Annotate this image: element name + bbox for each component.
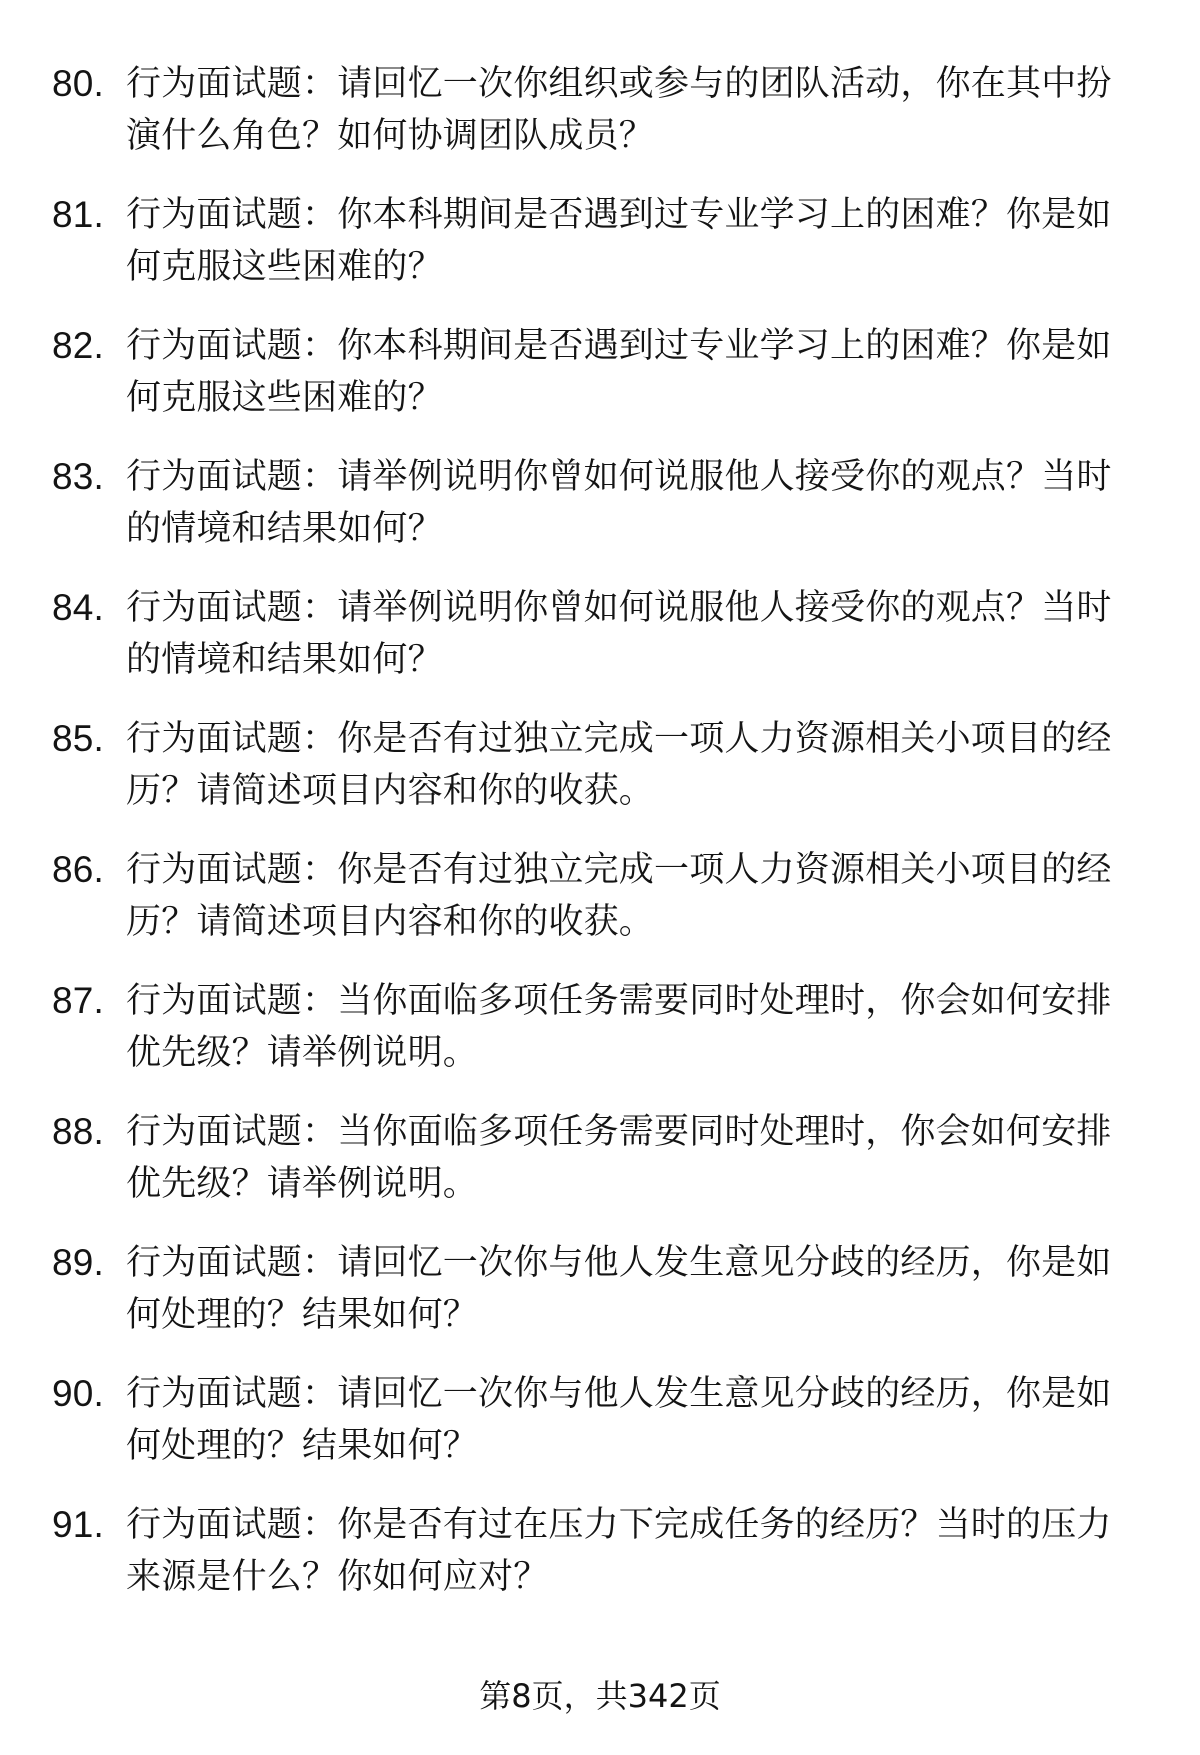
question-number: 80. (52, 63, 105, 104)
page-footer: 第8页，共342页 (479, 1677, 721, 1715)
question-number: 82. (52, 325, 105, 366)
list-item (52, 1368, 1148, 1499)
list-item (52, 1237, 1148, 1368)
list-item (52, 582, 1148, 713)
question-number: 81. (52, 194, 105, 235)
question-number: 87. (52, 980, 105, 1021)
list-item (52, 320, 1148, 451)
question-number: 90. (52, 1373, 105, 1414)
question-text: 行为面试题：你本科期间是否遇到过专业学习上的困难？你是如何克服这些困难的？ (126, 195, 1112, 287)
question-number: 88. (52, 1111, 105, 1152)
question-text: 行为面试题：你是否有过独立完成一项人力资源相关小项目的经历？请简述项目内容和你的收获。 (126, 850, 1112, 942)
question-text: 行为面试题：请回忆一次你组织或参与的团队活动，你在其中扮演什么角色？如何协调团队成员？ (126, 64, 1112, 156)
question-text: 行为面试题：请回忆一次你与他人发生意见分歧的经历，你是如何处理的？结果如何？ (126, 1374, 1112, 1466)
question-text: 行为面试题：请举例说明你曾如何说服他人接受你的观点？当时的情境和结果如何？ (126, 457, 1112, 549)
list-item (52, 713, 1148, 844)
question-text: 行为面试题：你是否有过在压力下完成任务的经历？当时的压力来源是什么？你如何应对？ (126, 1505, 1112, 1597)
list-item (52, 975, 1148, 1106)
question-text: 行为面试题：请举例说明你曾如何说服他人接受你的观点？当时的情境和结果如何？ (126, 588, 1112, 680)
question-text: 行为面试题：当你面临多项任务需要同时处理时，你会如何安排优先级？请举例说明。 (126, 1112, 1112, 1204)
question-text: 行为面试题：请回忆一次你与他人发生意见分歧的经历，你是如何处理的？结果如何？ (126, 1243, 1112, 1335)
question-text: 行为面试题：当你面临多项任务需要同时处理时，你会如何安排优先级？请举例说明。 (126, 981, 1112, 1073)
list-item (52, 844, 1148, 975)
question-text: 行为面试题：你是否有过独立完成一项人力资源相关小项目的经历？请简述项目内容和你的收获。 (126, 719, 1112, 811)
list-item (52, 189, 1148, 320)
question-number: 84. (52, 587, 105, 628)
question-number: 85. (52, 718, 105, 759)
question-number: 89. (52, 1242, 105, 1283)
question-number: 91. (52, 1504, 105, 1545)
question-list (52, 58, 1148, 1630)
list-item (52, 1106, 1148, 1237)
question-number: 86. (52, 849, 105, 890)
list-item (52, 1499, 1148, 1630)
list-item (52, 451, 1148, 582)
question-text: 行为面试题：你本科期间是否遇到过专业学习上的困难？你是如何克服这些困难的？ (126, 326, 1112, 418)
question-number: 83. (52, 456, 105, 497)
list-item (52, 58, 1148, 189)
